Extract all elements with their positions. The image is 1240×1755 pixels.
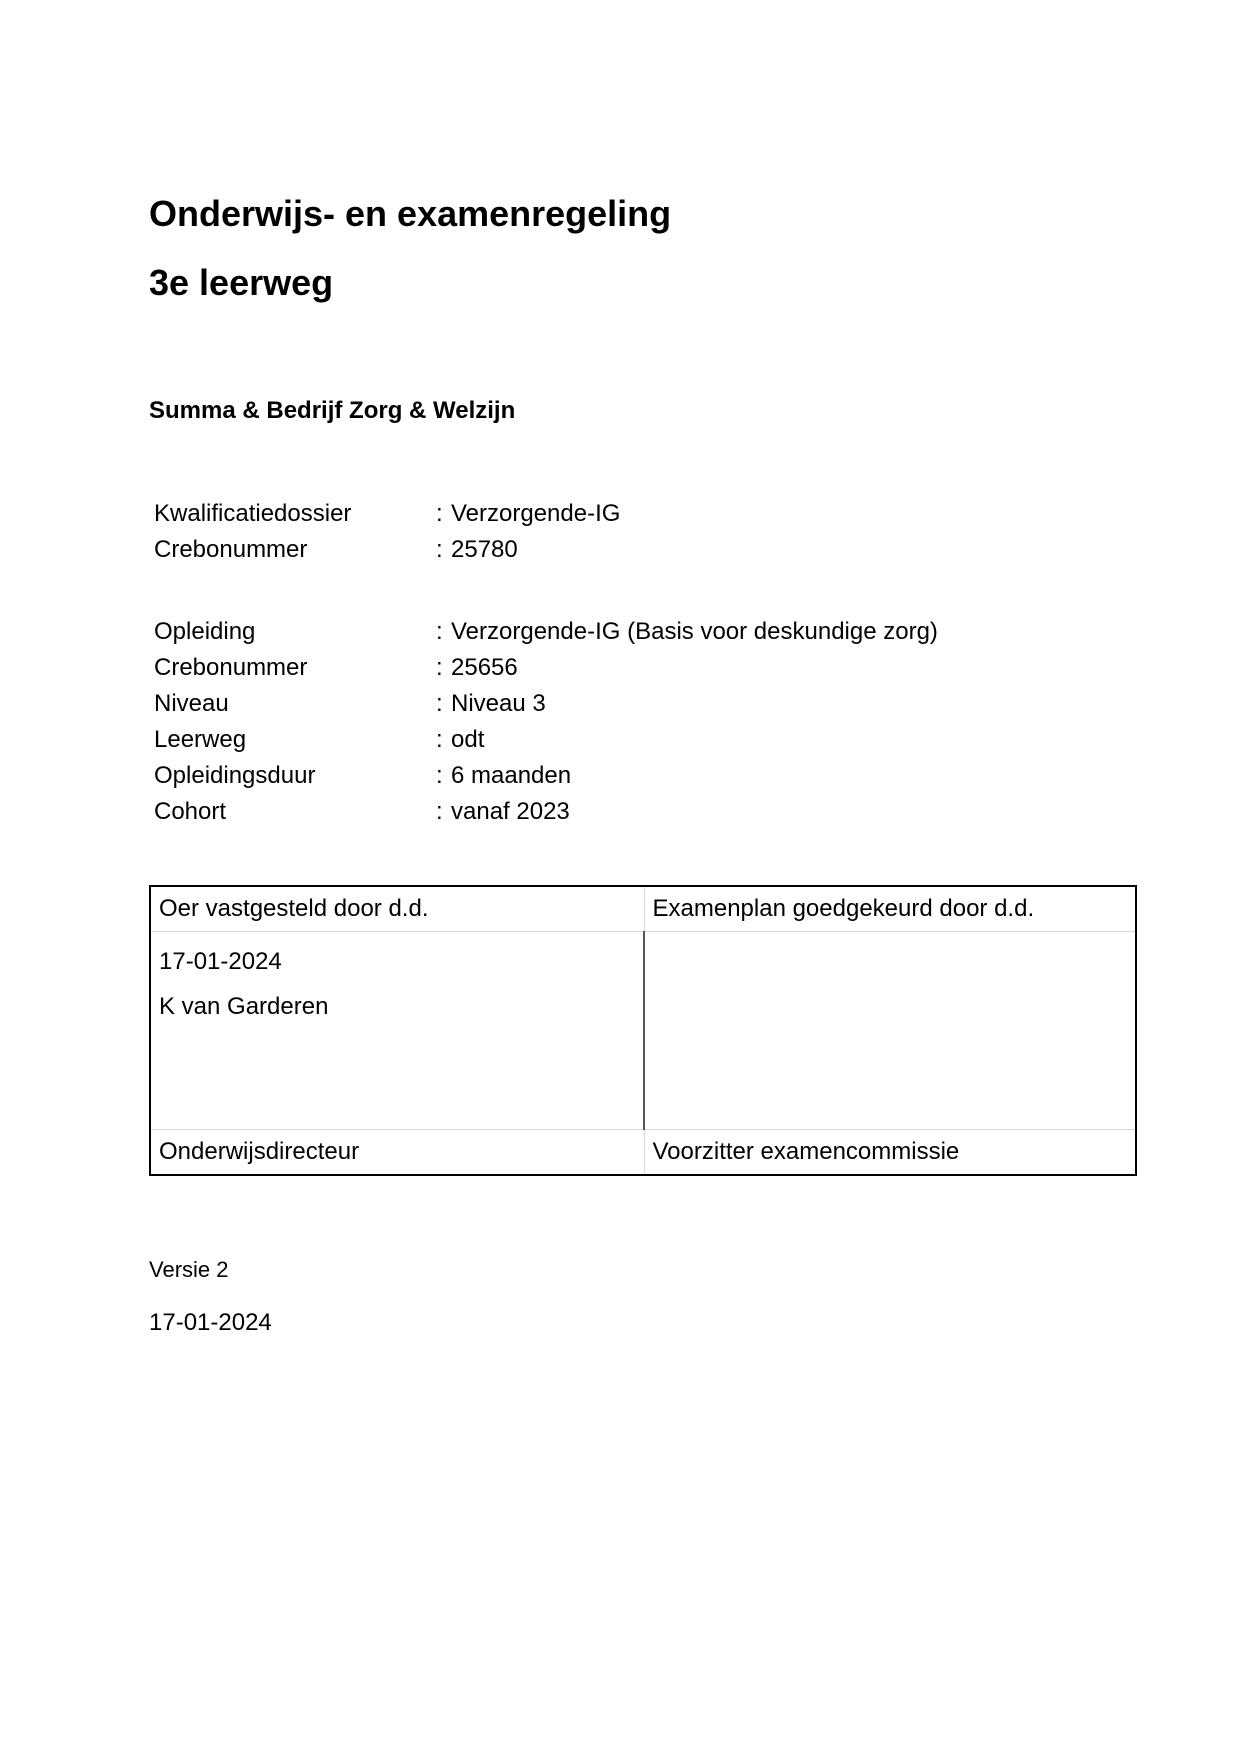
programme-details xyxy=(154,614,1054,830)
field-label: Cohort xyxy=(154,798,227,825)
field-separator: : xyxy=(436,536,443,563)
oer-established-header: Oer vastgesteld door d.d. xyxy=(150,886,644,932)
programme-row xyxy=(154,650,1054,686)
field-separator: : xyxy=(436,690,443,717)
qualification-row xyxy=(154,532,1054,568)
approval-table xyxy=(149,885,1137,1176)
programme-row xyxy=(154,722,1054,758)
field-label: Crebonummer xyxy=(154,654,308,681)
oer-approver-name: K van Garderen xyxy=(159,993,329,1020)
programme-row xyxy=(154,758,1054,794)
field-label: Leerweg xyxy=(154,726,247,753)
qualification-details xyxy=(154,496,1054,568)
field-label: Niveau xyxy=(154,690,229,717)
programme-row xyxy=(154,686,1054,722)
field-separator: : xyxy=(436,798,443,825)
approval-header-row xyxy=(150,886,1136,932)
oer-signature-cell xyxy=(150,932,644,1130)
field-separator: : xyxy=(436,618,443,645)
field-separator: : xyxy=(436,654,443,681)
oer-approval-date: 17-01-2024 xyxy=(159,948,282,975)
field-value: 25656 xyxy=(451,654,518,681)
education-director-role: Onderwijsdirecteur xyxy=(150,1130,644,1176)
qualification-row xyxy=(154,496,1054,532)
field-label: Crebonummer xyxy=(154,536,308,563)
exam-plan-signature-cell xyxy=(644,932,1136,1130)
field-label: Kwalificatiedossier xyxy=(154,500,352,527)
field-separator: : xyxy=(436,500,443,527)
field-value: odt xyxy=(451,726,485,753)
exam-plan-approved-header: Examenplan goedgekeurd door d.d. xyxy=(644,886,1136,932)
field-value: Verzorgende-IG xyxy=(451,500,621,527)
field-value: 6 maanden xyxy=(451,762,572,789)
field-separator: : xyxy=(436,762,443,789)
field-value: vanaf 2023 xyxy=(451,798,570,825)
document-title: Onderwijs- en examenregeling xyxy=(149,193,672,234)
field-value: 25780 xyxy=(451,536,518,563)
programme-row xyxy=(154,794,1054,830)
field-label: Opleidingsduur xyxy=(154,762,316,789)
field-label: Opleiding xyxy=(154,618,256,645)
document-version: Versie 2 xyxy=(149,1257,229,1282)
field-value: Verzorgende-IG (Basis voor deskundige zorg) xyxy=(451,618,938,645)
field-separator: : xyxy=(436,726,443,753)
field-value: Niveau 3 xyxy=(451,690,546,717)
programme-row xyxy=(154,614,1054,650)
document-subtitle: 3e leerweg xyxy=(149,262,334,303)
approval-signature-row xyxy=(150,932,1136,1130)
approval-role-row xyxy=(150,1130,1136,1176)
organisation-name: Summa & Bedrijf Zorg & Welzijn xyxy=(149,397,516,424)
document-date: 17-01-2024 xyxy=(149,1309,272,1336)
exam-committee-chair-role: Voorzitter examencommissie xyxy=(644,1130,1136,1176)
